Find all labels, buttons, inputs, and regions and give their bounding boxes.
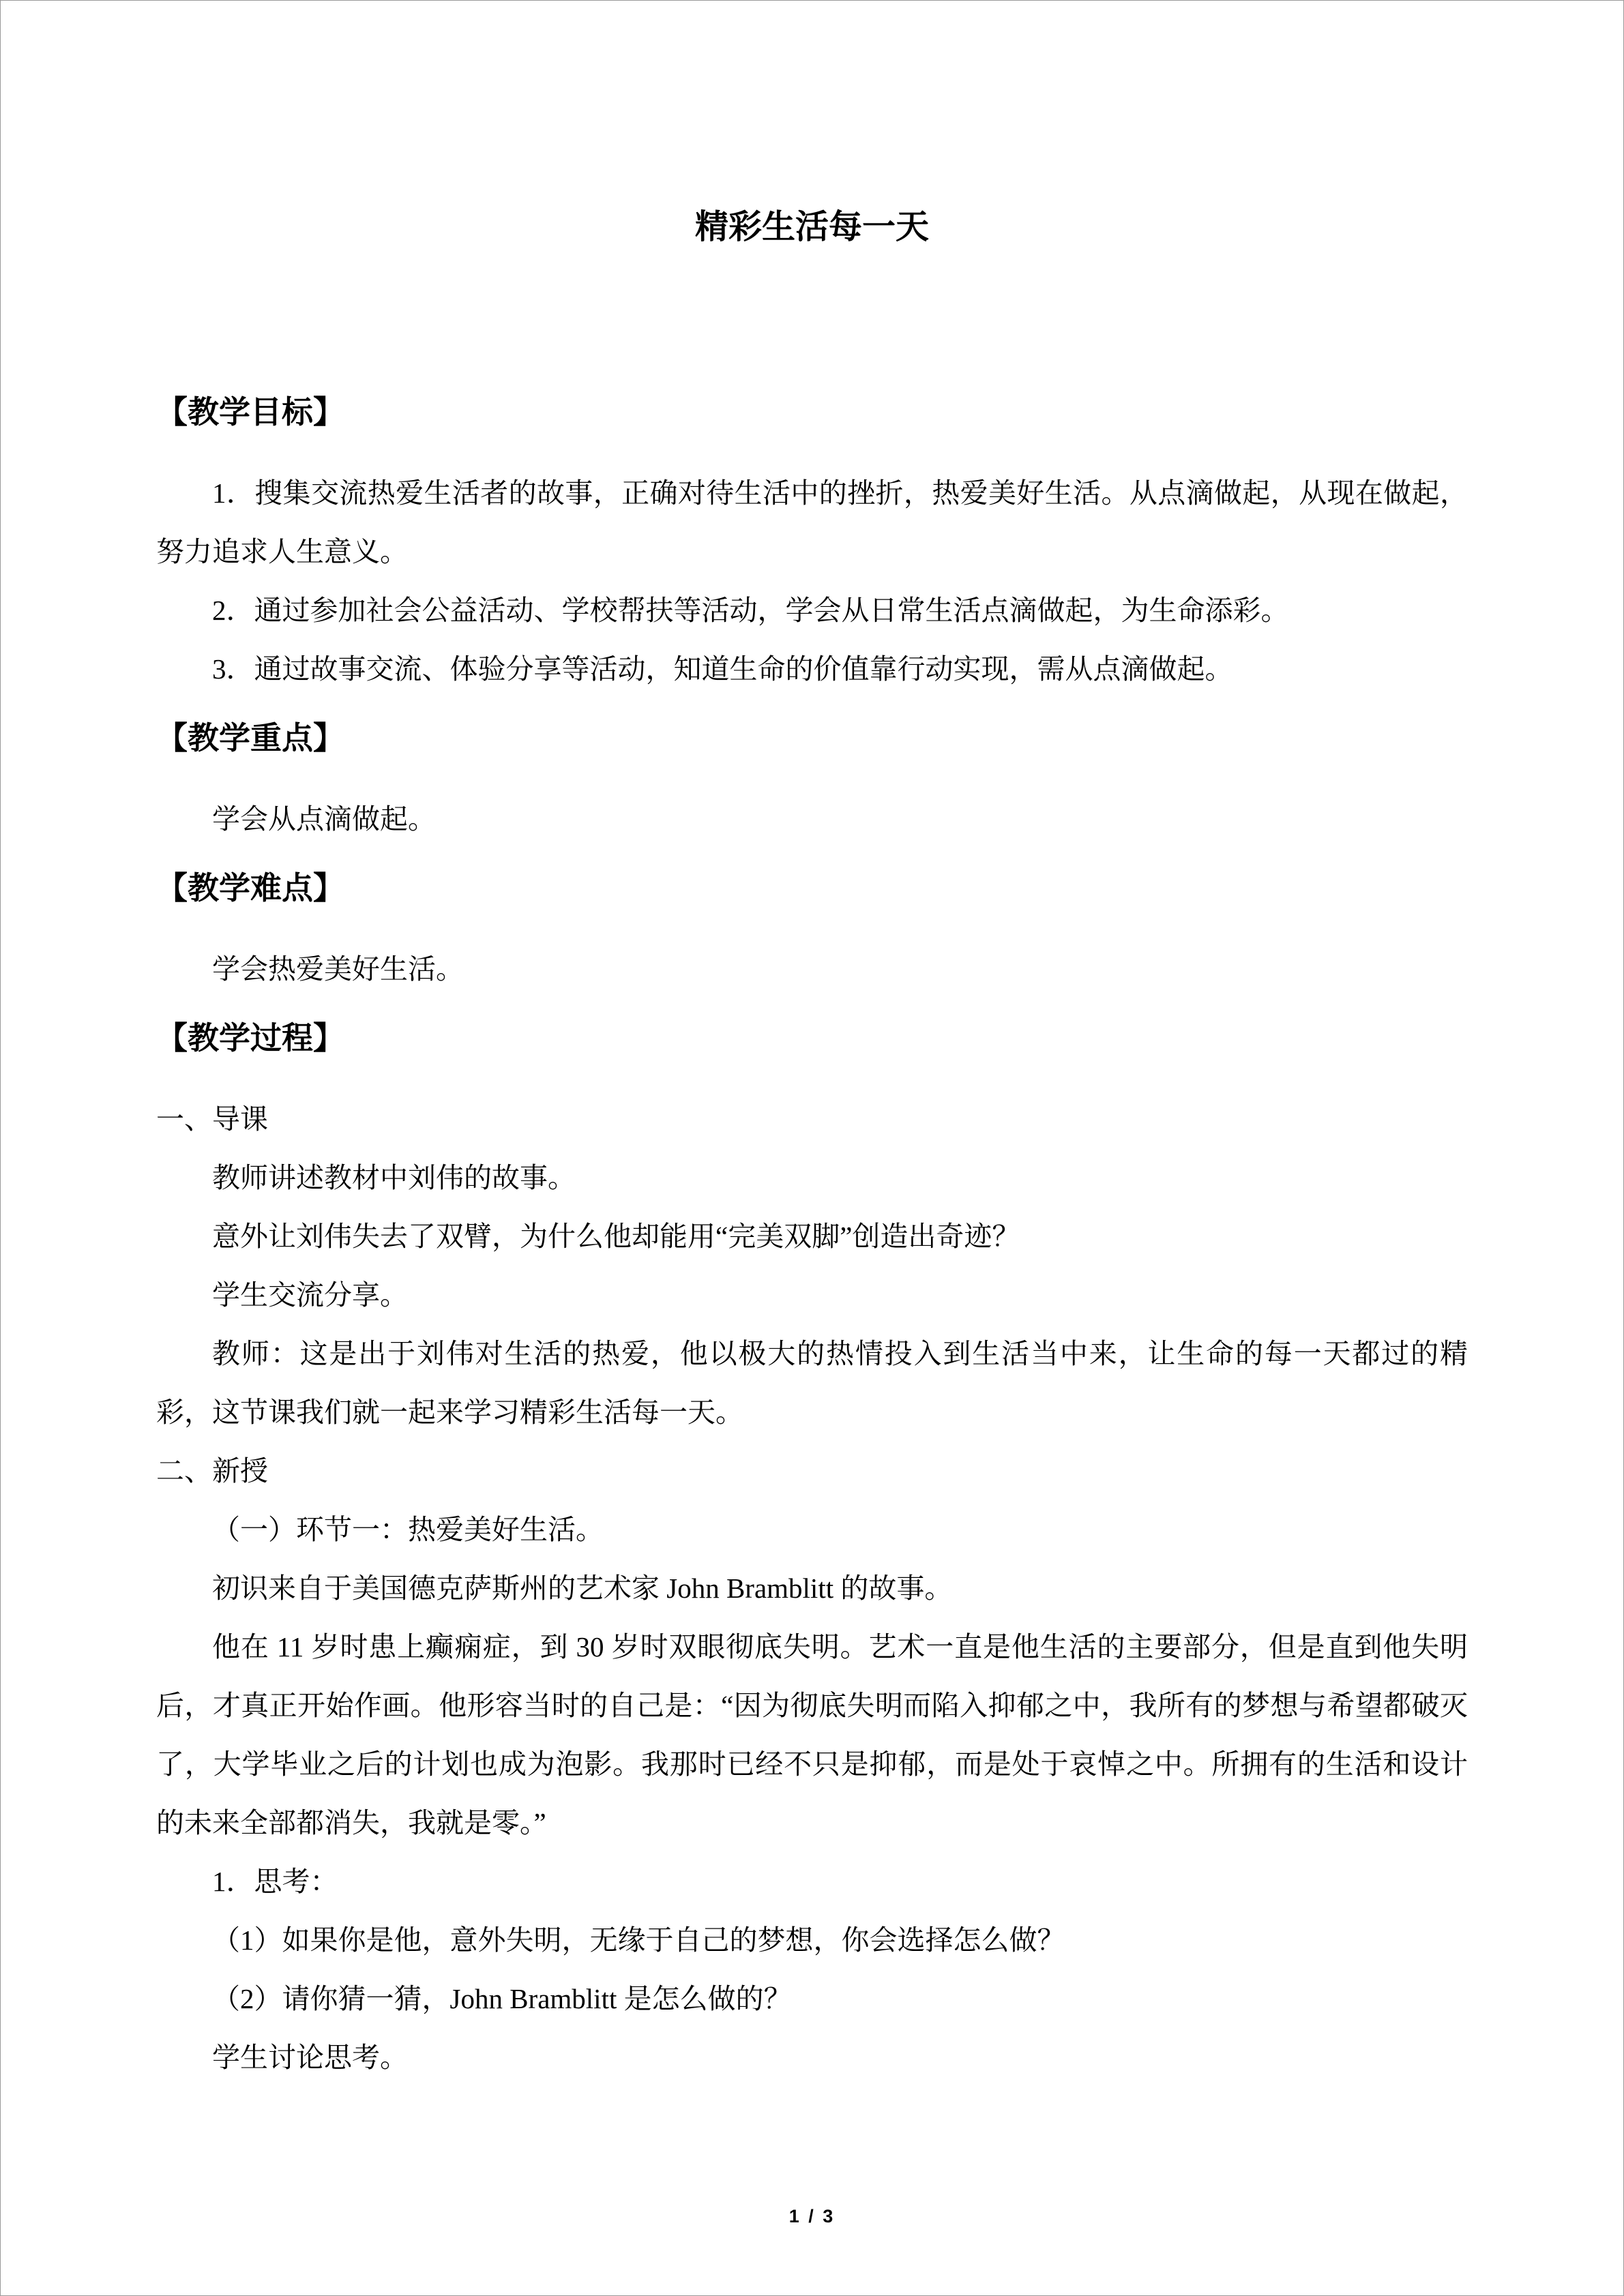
paragraph: 初识来自于美国德克萨斯州的艺术家 John Bramblitt 的故事。 <box>212 1572 953 1604</box>
list-item-lead-in: 一、导课 <box>156 1103 268 1135</box>
paragraph: 学生讨论思考。 <box>212 2041 408 2073</box>
paragraph: （2）请你猜一猜，John Bramblitt 是怎么做的？ <box>212 1982 792 2014</box>
paragraph: 教师讲述教材中刘伟的故事。 <box>212 1161 576 1193</box>
paragraph: 1．思考： <box>212 1865 338 1897</box>
paragraph: （一）环节一：热爱美好生活。 <box>212 1513 604 1545</box>
section-heading-difficulty: 【教学难点】 <box>156 870 344 906</box>
paragraph: 1．搜集交流热爱生活者的故事，正确对待生活中的挫折，热爱美好生活。从点滴做起，从现在做起，努力追求人生意义。 <box>156 477 1468 567</box>
paragraph: 学会从点滴做起。 <box>212 803 436 835</box>
document-title: 精彩生活每一天 <box>694 208 929 245</box>
paragraph: 教师：这是出于刘伟对生活的热爱，他以极大的热情投入到生活当中来，让生命的每一天都过的精彩，这节课我们就一起来学习精彩生活每一天。 <box>156 1337 1468 1428</box>
paragraph: （1）如果你是他，意外失明，无缘于自己的梦想，你会选择怎么做？ <box>212 1924 1065 1956</box>
paragraph: 学生交流分享。 <box>212 1279 408 1311</box>
paragraph: 他在 11 岁时患上癫痫症，到 30 岁时双眼彻底失明。艺术一直是他生活的主要部分，但是直到他失明后，才真正开始作画。他形容当时的自己是：“因为彻底失明而陷入抑郁之中，我所有的梦想与希望都破灭了，大学毕业之后的计划也成为泡影。我那时已经不只是抑郁，而是处于哀悼之中。所拥有的生活和设计的未来全部都消失，我就是零。” <box>156 1630 1468 1838</box>
page-number: 1 / 3 <box>788 2206 836 2226</box>
paragraph: 2．通过参加社会公益活动、学校帮扶等活动，学会从日常生活点滴做起，为生命添彩。 <box>212 594 1289 626</box>
list-item-new-lesson: 二、新授 <box>156 1455 268 1487</box>
section-heading-objectives: 【教学目标】 <box>156 394 344 430</box>
section-heading-process: 【教学过程】 <box>156 1020 344 1056</box>
paragraph: 学会热爱美好生活。 <box>212 953 464 985</box>
paragraph: 3．通过故事交流、体验分享等活动，知道生命的价值靠行动实现，需从点滴做起。 <box>212 653 1233 685</box>
section-heading-focus: 【教学重点】 <box>156 720 344 756</box>
paragraph: 意外让刘伟失去了双臂，为什么他却能用“完美双脚”创造出奇迹？ <box>212 1220 1020 1252</box>
